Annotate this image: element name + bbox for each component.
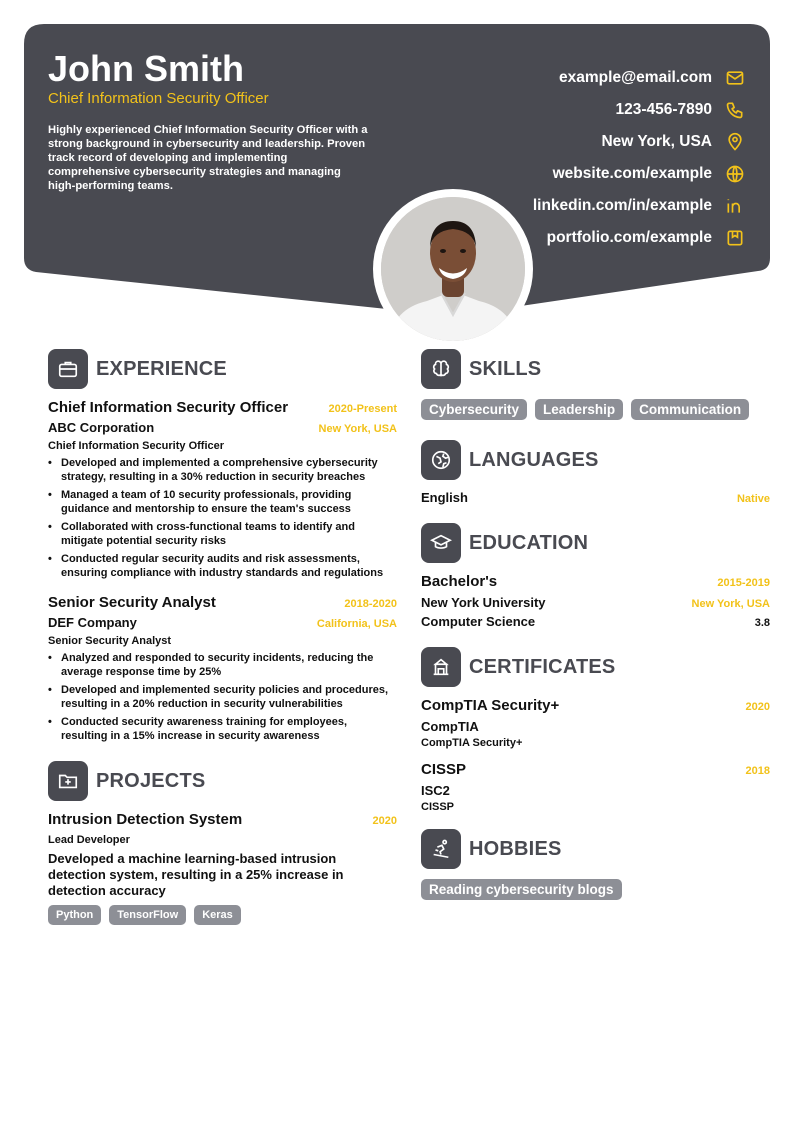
school-location: New York, USA: [691, 598, 770, 610]
job-dates: 2020-Present: [328, 403, 397, 415]
gpa: 3.8: [754, 617, 770, 629]
certificate-item: [421, 761, 770, 813]
field-of-study: Computer Science: [421, 614, 536, 629]
experience-item: [48, 399, 397, 580]
contact-phone[interactable]: [440, 94, 770, 126]
contact-email-text[interactable]: example@email.com: [559, 69, 712, 86]
certificates-title: CERTIFICATES: [469, 655, 616, 678]
contact-location: [440, 126, 770, 158]
job-location: California, USA: [316, 618, 397, 630]
languages-title: LANGUAGES: [469, 448, 599, 471]
contact-email[interactable]: [440, 62, 770, 94]
profile-photo-frame: [373, 189, 533, 349]
job-bullet: • Collaborated with cross-functional teams to identify and mitigate potential security risks: [48, 520, 393, 548]
job-location: New York, USA: [318, 423, 397, 435]
skills-tags: [421, 399, 770, 420]
certificate-year: 2018: [745, 765, 770, 777]
education-header: [421, 523, 770, 563]
language-icon: [421, 440, 461, 480]
mail-icon: [724, 67, 746, 89]
header-intro: [48, 48, 378, 193]
job-bullet: • Conducted security awareness training for employees, resulting in a 15% increase in security awareness: [48, 715, 393, 743]
job-bullets: [48, 651, 397, 743]
language-item: [421, 490, 770, 505]
skill-tag: Communication: [631, 399, 749, 420]
job-role: Senior Security Analyst: [48, 635, 172, 647]
project-description: Developed a machine learning-based intrusion detection system, resulting in a 25% increase in detection accuracy: [48, 851, 344, 898]
contact-phone-text[interactable]: 123-456-7890: [615, 101, 712, 118]
left-column: [48, 349, 397, 925]
job-bullet: • Developed and implemented a comprehensive cybersecurity strategy, resulting in a 30% reduction in security breaches: [48, 456, 393, 484]
certificate-icon: [421, 647, 461, 687]
tech-tag: Python: [48, 905, 101, 925]
folder-icon: [48, 761, 88, 801]
certificate-item: [421, 697, 770, 749]
project-year: 2020: [372, 815, 397, 827]
job-title: Senior Security Analyst: [48, 594, 216, 611]
job-bullet: • Developed and implemented security policies and procedures, resulting in a 20% reduction in security vulnerabilities: [48, 683, 393, 711]
hobby-tag: Reading cybersecurity blogs: [421, 879, 622, 900]
hobbies-title: HOBBIES: [469, 837, 562, 860]
education-item: [421, 573, 770, 629]
job-dates: 2018-2020: [344, 598, 397, 610]
job-company: ABC Corporation: [48, 420, 155, 435]
certificate-year: 2020: [745, 701, 770, 713]
experience-header: [48, 349, 397, 389]
certificate-issuer: CompTIA: [421, 719, 479, 734]
skill-tag: Cybersecurity: [421, 399, 527, 420]
phone-icon: [724, 99, 746, 121]
hobby-tags: [421, 879, 770, 900]
certificate-detail: CompTIA Security+: [421, 737, 523, 749]
job-bullet: • Managed a team of 10 security professionals, providing guidance and mentorship to ensure the team's success: [48, 488, 393, 516]
projects-title: PROJECTS: [96, 769, 206, 792]
candidate-name: John Smith: [48, 48, 244, 89]
summary-text: Highly experienced Chief Information Security Officer with a strong background in cybersecurity and leadership. Proven track record of developing and implementing comprehensive cybersecurity strategies and managing high-performing teams.: [48, 124, 368, 192]
language-level: Native: [736, 493, 770, 505]
job-bullet: • Conducted regular security audits and risk assessments, ensuring compliance with industry standards and regulations: [48, 552, 393, 580]
skills-header: [421, 349, 770, 389]
certificates-header: [421, 647, 770, 687]
job-role: Chief Information Security Officer: [48, 440, 225, 452]
contact-portfolio-text[interactable]: portfolio.com/example: [546, 229, 712, 246]
school: New York University: [421, 595, 546, 610]
project-title: Intrusion Detection System: [48, 811, 243, 828]
briefcase-icon: [48, 349, 88, 389]
brain-icon: [421, 349, 461, 389]
job-company: DEF Company: [48, 615, 137, 630]
location-pin-icon: [724, 131, 746, 153]
language-name: English: [421, 490, 468, 505]
certificate-name: CompTIA Security+: [421, 697, 560, 714]
job-title: Chief Information Security Officer: [48, 399, 289, 416]
project-role: Lead Developer: [48, 834, 130, 846]
portfolio-icon: [724, 227, 746, 249]
certificate-detail: CISSP: [421, 801, 455, 813]
experience-title: EXPERIENCE: [96, 357, 227, 380]
candidate-title: Chief Information Security Officer: [48, 90, 269, 107]
contact-website[interactable]: [440, 158, 770, 190]
linkedin-icon: [724, 195, 746, 217]
education-dates: 2015-2019: [717, 577, 770, 589]
job-bullets: [48, 456, 397, 580]
contact-linkedin-text[interactable]: linkedin.com/in/example: [532, 197, 712, 214]
tech-tag: Keras: [194, 905, 241, 925]
skill-tag: Leadership: [535, 399, 623, 420]
contact-website-text[interactable]: website.com/example: [552, 165, 712, 182]
projects-header: [48, 761, 397, 801]
education-title: EDUCATION: [469, 531, 589, 554]
tech-tag: TensorFlow: [109, 905, 186, 925]
project-tags: [48, 905, 397, 925]
languages-header: [421, 440, 770, 480]
graduation-cap-icon: [421, 523, 461, 563]
certificate-issuer: ISC2: [421, 783, 450, 798]
degree: Bachelor's: [421, 573, 498, 590]
hobbies-header: [421, 829, 770, 869]
right-column: [421, 349, 770, 900]
job-bullet: • Analyzed and responded to security incidents, reducing the average response time by 25%: [48, 651, 393, 679]
project-item: [48, 811, 397, 925]
contact-location-text: New York, USA: [601, 133, 712, 150]
skills-title: SKILLS: [469, 357, 542, 380]
profile-photo: [381, 197, 525, 341]
certificate-name: CISSP: [421, 761, 467, 778]
experience-item: [48, 594, 397, 743]
globe-icon: [724, 163, 746, 185]
skiing-icon: [421, 829, 461, 869]
